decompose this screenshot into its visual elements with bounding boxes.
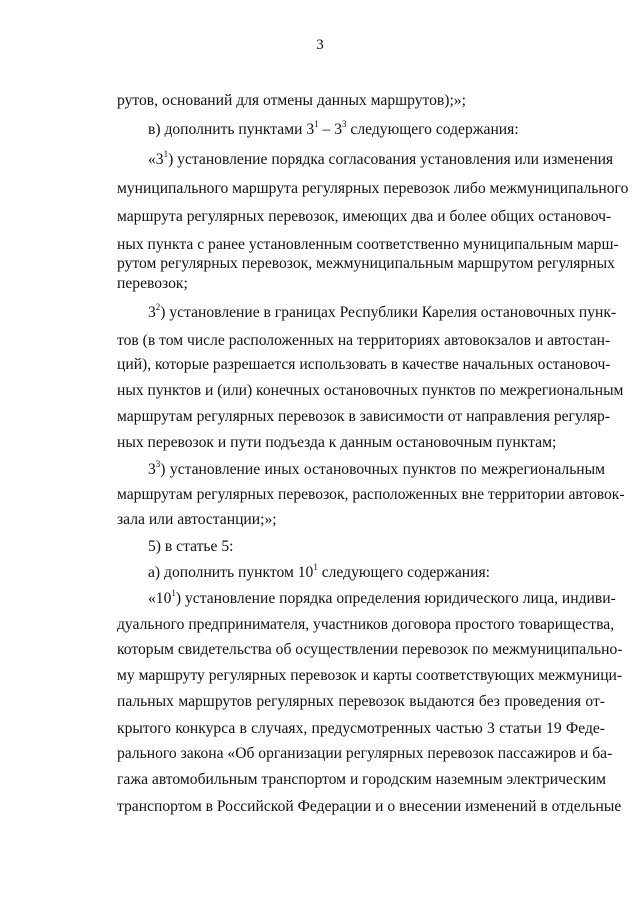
text-line: рутов, оснований для отмены данных маршрутов);»; [117, 92, 466, 109]
text-line: тов (в том числе расположенных на территориях автовокзалов и автостан- [117, 332, 611, 349]
text-line: «$10^1$) установление порядка определения юридического лица, индиви- [148, 588, 616, 607]
text-line: ных пунктов и (или) конечных остановочных пунктов по межрегиональным [117, 382, 624, 399]
text-line: муниципального маршрута регулярных перевозок либо межмуниципального [117, 180, 629, 197]
text-line: «$3^1$) установление порядка согласования установления или изменения [148, 149, 614, 168]
text-line: маршрутам регулярных перевозок, расположенных вне территории автовок- [117, 486, 625, 503]
text-line: 5) в статье 5: [148, 538, 234, 555]
text-line: $3^3$) установление иных остановочных пунктов по межрегиональным [148, 459, 605, 478]
text-line: крытого конкурса в случаях, предусмотренных частью 3 статьи 19 Феде- [117, 720, 605, 737]
text-line: рального закона «Об организации регулярных перевозок пассажиров и ба- [117, 745, 613, 762]
text-line: пальных маршрутов регулярных перевозок выдаются без проведения от- [117, 693, 605, 710]
text-line: гажа автомобильным транспортом и городским наземным электрическим [117, 771, 606, 788]
text-line: перевозок; [117, 275, 188, 292]
text-line: ных пункта с ранее установленным соответственно муниципальным марш- [117, 236, 619, 253]
text-line: дуального предпринимателя, участников договора простого товарищества, [117, 616, 615, 633]
text-line: в) дополнить пунктами $3^1 - 3^3$ следующего содержания: [148, 119, 519, 138]
text-line: маршрутам регулярных перевозок в зависимости от направления регуляр- [117, 408, 611, 425]
text-line: $3^2$) установление в границах Республики Карелия остановочных пунк- [148, 302, 617, 321]
text-line: ций), которые разрешается использовать в качестве начальных остановоч- [117, 356, 611, 373]
text-line: зала или автостанции;»; [117, 511, 277, 528]
text-line: ных перевозок и пути подъезда к данным остановочным пунктам; [117, 434, 557, 451]
text-line: маршрута регулярных перевозок, имеющих два и более общих остановоч- [117, 208, 612, 225]
text-line: рутом регулярных перевозок, межмуниципальным маршрутом регулярных [117, 255, 615, 272]
text-line: которым свидетельства об осуществлении перевозок по межмуниципально- [117, 641, 623, 658]
text-line: транспортом в Российской Федерации и о внесении изменений в отдельные [117, 798, 622, 815]
text-line: а) дополнить пунктом $10^1$ следующего содержания: [148, 562, 490, 581]
page-number: 3 [316, 37, 324, 53]
text-line: му маршруту регулярных перевозок и карты соответствующих межмуници- [117, 667, 623, 684]
